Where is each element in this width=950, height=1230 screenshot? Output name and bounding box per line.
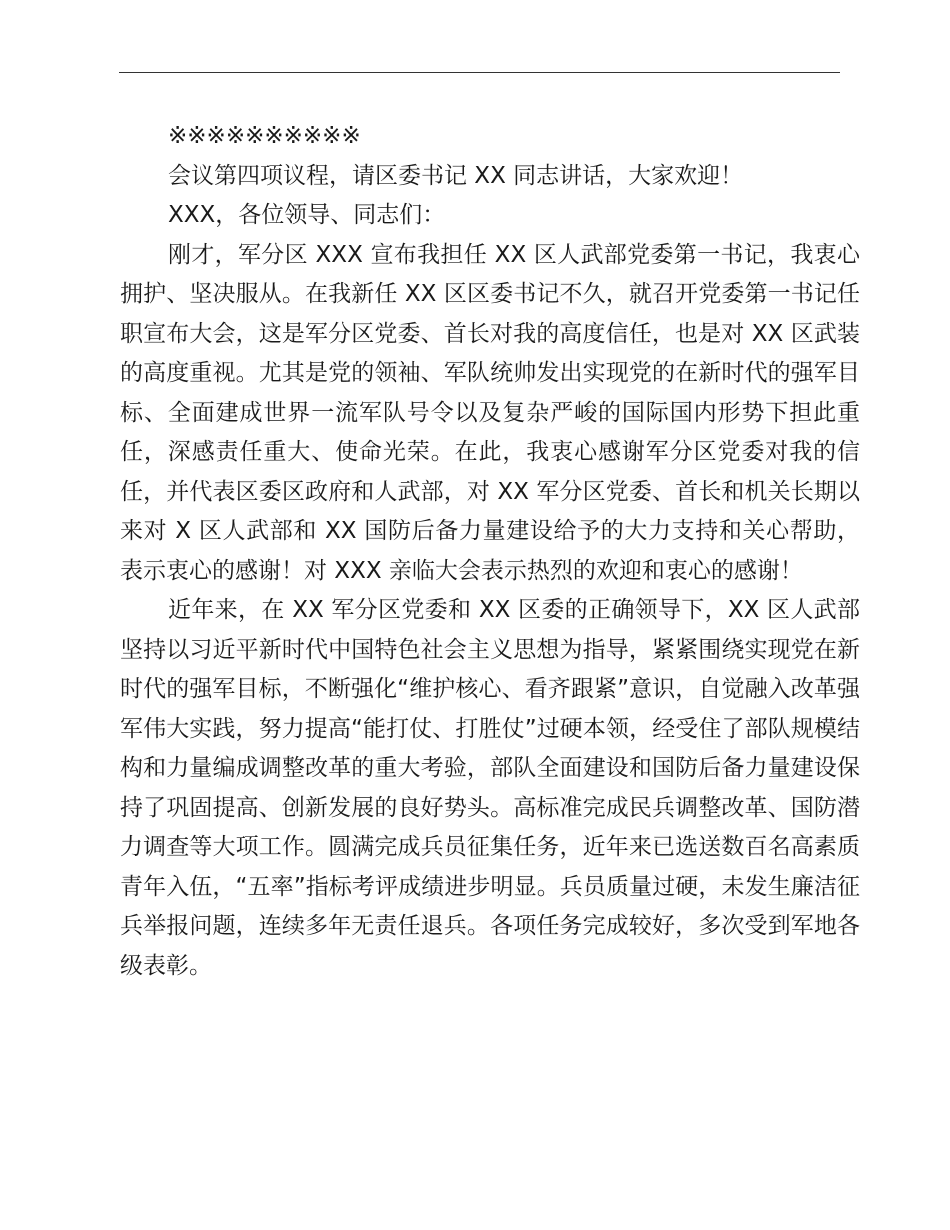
body-paragraph-2: 近年来，在 XX 军分区党委和 XX 区委的正确领导下，XX 区人武部坚持以习近平新时代中国特色社会主义思想为指导，紧紧围绕实现党在新时代的强军目标，不断强化“维护核心、看齐跟紧”意识，自觉融入改革强军伟大实践，努力提高“能打仗、打胜仗”过硬本领，经受住了部队规模结构和力量编成调整改革的重大考验，部队全面建设和国防后备力量建设保持了巩固提高、创新发展的良好势头。高标准完成民兵调整改革、国防潜力调查等大项工作。圆满完成兵员征集任务，近年来已选送数百名高素质青年入伍，“五率”指标考评成绩进步明显。兵员质量过硬，未发生廉洁征兵举报问题，连续多年无责任退兵。各项任务完成较好，多次受到军地各级表彰。	[120, 597, 860, 979]
document-body	[120, 117, 860, 986]
salutation-paragraph: XXX，各位领导、同志们：	[168, 202, 446, 228]
separator-line: ※※※※※※※※※※	[168, 123, 361, 149]
header-rule	[119, 72, 840, 73]
body-paragraph-1: 刚才，军分区 XXX 宣布我担任 XX 区人武部党委第一书记，我衷心拥护、坚决服从。在我新任 XX 区区委书记不久，就召开党委第一书记任职宣布大会，这是军分区党委、首长对我的高度信任，也是对 XX 区武装的高度重视。尤其是党的领袖、军队统帅发出实现党的在新时代的强军目标、全面建成世界一流军队号令以及复杂严峻的国际国内形势下担此重任，深感责任重大、使命光荣。在此，我衷心感谢军分区党委对我的信任，并代表区委区政府和人武部，对 XX 军分区党委、首长和机关长期以来对 X 区人武部和 XX 国防后备力量建设给予的大力支持和关心帮助，表示衷心的感谢！对 XXX 亲临大会表示热烈的欢迎和衷心的感谢！	[120, 241, 860, 584]
agenda-paragraph: 会议第四项议程，请区委书记 XX 同志讲话，大家欢迎！	[168, 162, 744, 189]
